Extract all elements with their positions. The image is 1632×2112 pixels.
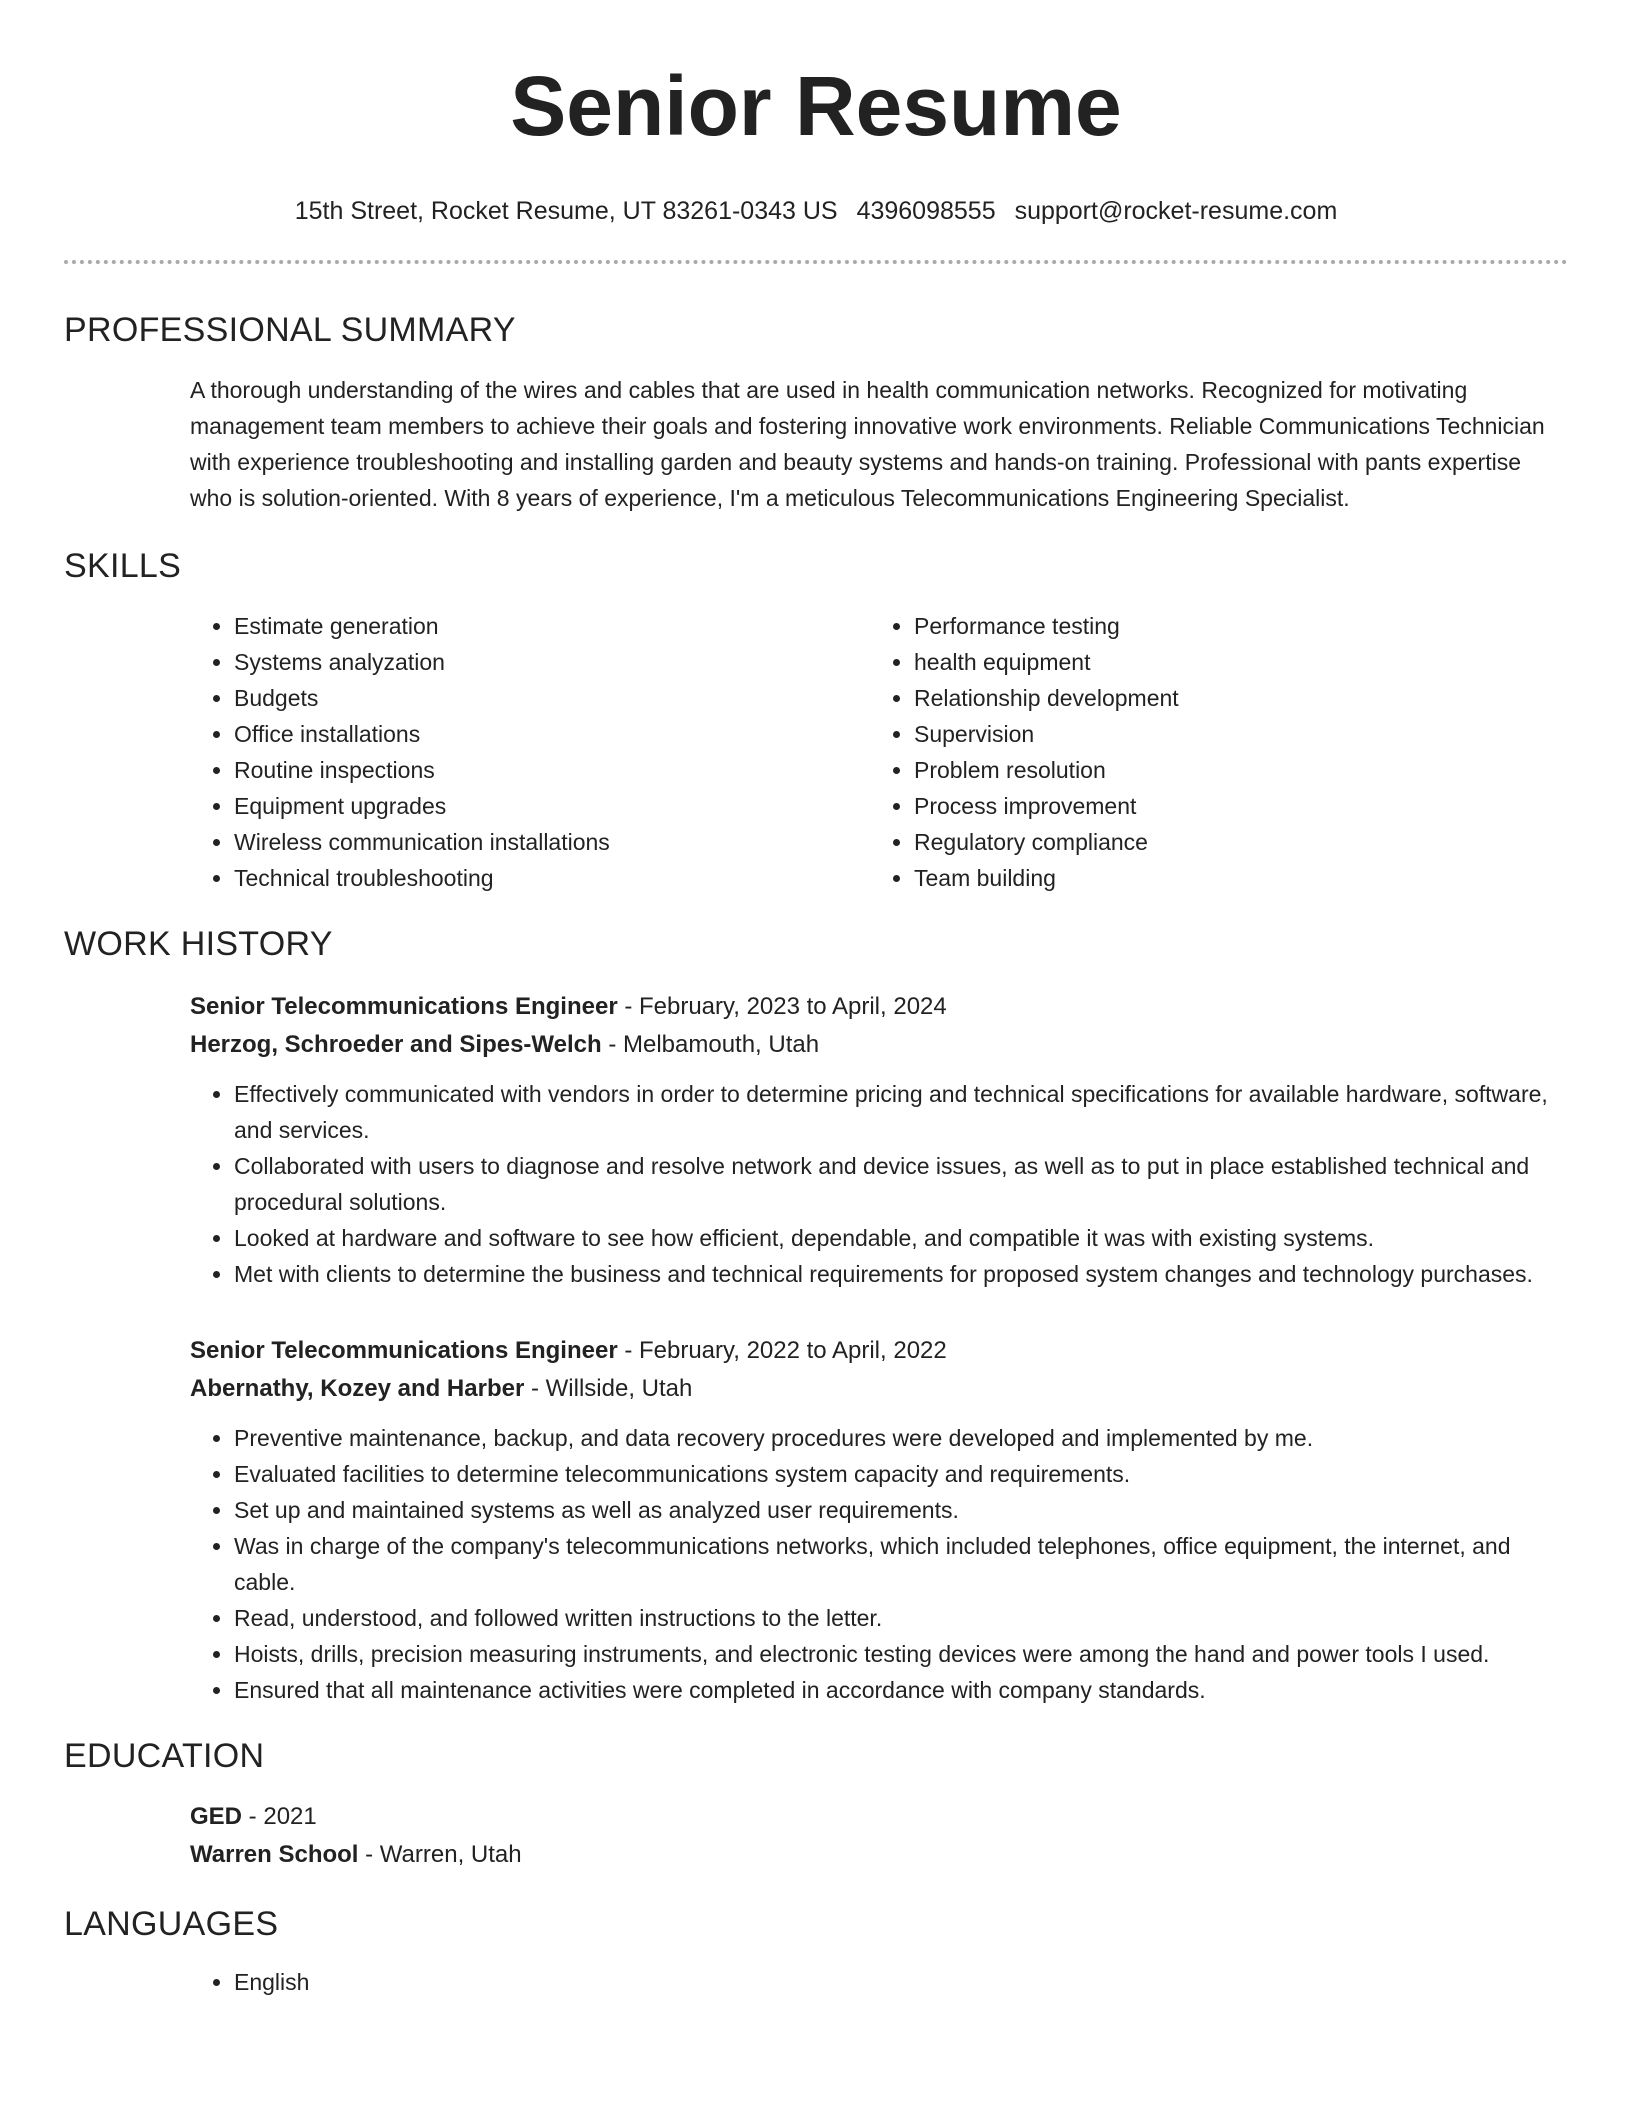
- skill-item: • Team building: [914, 860, 1550, 896]
- job-company-line: [190, 1370, 1568, 1408]
- job-title-line: [190, 1332, 1568, 1370]
- skill-item: • Performance testing: [914, 608, 1550, 644]
- job-bullet: • Was in charge of the company's telecommunications networks, which included telephones, office equipment, the internet, and cable.: [234, 1528, 1568, 1600]
- job-role: Senior Telecommunications Engineer: [190, 993, 618, 1020]
- languages-heading: LANGUAGES: [64, 1905, 279, 1943]
- skill-item: • health equipment: [914, 644, 1550, 680]
- job-location: - Melbamouth, Utah: [601, 1031, 820, 1058]
- education-location: - Warren, Utah: [358, 1841, 522, 1868]
- summary-text: A thorough understanding of the wires and cables that are used in health communication networks. Recognized for motivating management team members to achieve their goals and fostering innovative work environments. Reliable Communications Technician with experience troubleshooting and installing garden and beauty systems and hands-on training. Professional with pants expertise who is solution-oriented. With 8 years of experience, I'm a meticulous Telecommunications Engineering Specialist.: [190, 377, 1545, 511]
- skill-item: • Systems analyzation: [234, 644, 870, 680]
- skill-item: • Relationship development: [914, 680, 1550, 716]
- job-bullet: • Effectively communicated with vendors in order to determine pricing and technical specifications for available hardware, software, and services.: [234, 1076, 1568, 1148]
- job-location: - Willside, Utah: [524, 1375, 693, 1402]
- job-bullet: • Read, understood, and followed written instructions to the letter.: [234, 1600, 1568, 1636]
- job-bullet: • Preventive maintenance, backup, and data recovery procedures were developed and implemented by me.: [234, 1420, 1568, 1456]
- job-bullets: [190, 1420, 1568, 1708]
- job-bullet: • Set up and maintained systems as well as analyzed user requirements.: [234, 1492, 1568, 1528]
- skills-column-left: [190, 608, 870, 896]
- job-title-line: [190, 988, 1568, 1026]
- skill-item: • Equipment upgrades: [234, 788, 870, 824]
- skill-item: • Office installations: [234, 716, 870, 752]
- job-company: Herzog, Schroeder and Sipes-Welch: [190, 1031, 602, 1058]
- job-bullet: • Collaborated with users to diagnose and resolve network and device issues, as well as to put in place established technical and procedural solutions.: [234, 1148, 1568, 1220]
- skill-item: • Routine inspections: [234, 752, 870, 788]
- education-school-line: [190, 1836, 1568, 1874]
- contact-address: 15th Street, Rocket Resume, UT 83261-0343 US: [294, 197, 838, 225]
- contact-line: [64, 196, 1568, 226]
- skill-item: • Supervision: [914, 716, 1550, 752]
- job-bullets: [190, 1076, 1568, 1292]
- work-history-heading: WORK HISTORY: [64, 925, 333, 963]
- job-dates: - February, 2022 to April, 2022: [617, 1337, 947, 1364]
- skill-item: • Problem resolution: [914, 752, 1550, 788]
- skill-item: • Budgets: [234, 680, 870, 716]
- resume-name: Senior Resume: [510, 59, 1122, 153]
- job-bullet: • Ensured that all maintenance activities were completed in accordance with company standards.: [234, 1672, 1568, 1708]
- skill-item: • Estimate generation: [234, 608, 870, 644]
- job-bullet: • Evaluated facilities to determine telecommunications system capacity and requirements.: [234, 1456, 1568, 1492]
- resume-page: [64, 0, 1568, 2000]
- skill-item: • Process improvement: [914, 788, 1550, 824]
- skill-item: • Regulatory compliance: [914, 824, 1550, 860]
- summary-heading: PROFESSIONAL SUMMARY: [64, 311, 516, 349]
- job-company-line: [190, 1026, 1568, 1064]
- job-entry: [190, 988, 1568, 1292]
- skill-item: • Wireless communication installations: [234, 824, 870, 860]
- education-degree-line: [190, 1798, 1568, 1836]
- job-dates: - February, 2023 to April, 2024: [617, 993, 947, 1020]
- education-school: Warren School: [190, 1841, 359, 1868]
- job-entry: [190, 1332, 1568, 1708]
- education-heading: EDUCATION: [64, 1737, 265, 1775]
- skill-item: • Technical troubleshooting: [234, 860, 870, 896]
- job-company: Abernathy, Kozey and Harber: [190, 1375, 525, 1402]
- language-item: • English: [234, 1964, 1568, 2000]
- education-entry: [190, 1798, 1568, 1874]
- job-bullet: • Hoists, drills, precision measuring instruments, and electronic testing devices were among the hand and power tools I used.: [234, 1636, 1568, 1672]
- skills-heading: SKILLS: [64, 547, 182, 585]
- languages-bullets: [190, 1964, 1568, 2000]
- header-divider: [64, 260, 1568, 264]
- job-bullet: • Met with clients to determine the business and technical requirements for proposed system changes and technology purchases.: [234, 1256, 1568, 1292]
- languages-list: [190, 1964, 1568, 2000]
- education-year: - 2021: [242, 1803, 317, 1830]
- job-role: Senior Telecommunications Engineer: [190, 1337, 618, 1364]
- skills-column-right: [870, 608, 1550, 896]
- education-degree: GED: [190, 1803, 243, 1830]
- job-bullet: • Looked at hardware and software to see how efficient, dependable, and compatible it was with existing systems.: [234, 1220, 1568, 1256]
- contact-email: support@rocket-resume.com: [1014, 197, 1338, 225]
- skills-list: [190, 608, 1568, 896]
- contact-phone: 4396098555: [856, 197, 996, 225]
